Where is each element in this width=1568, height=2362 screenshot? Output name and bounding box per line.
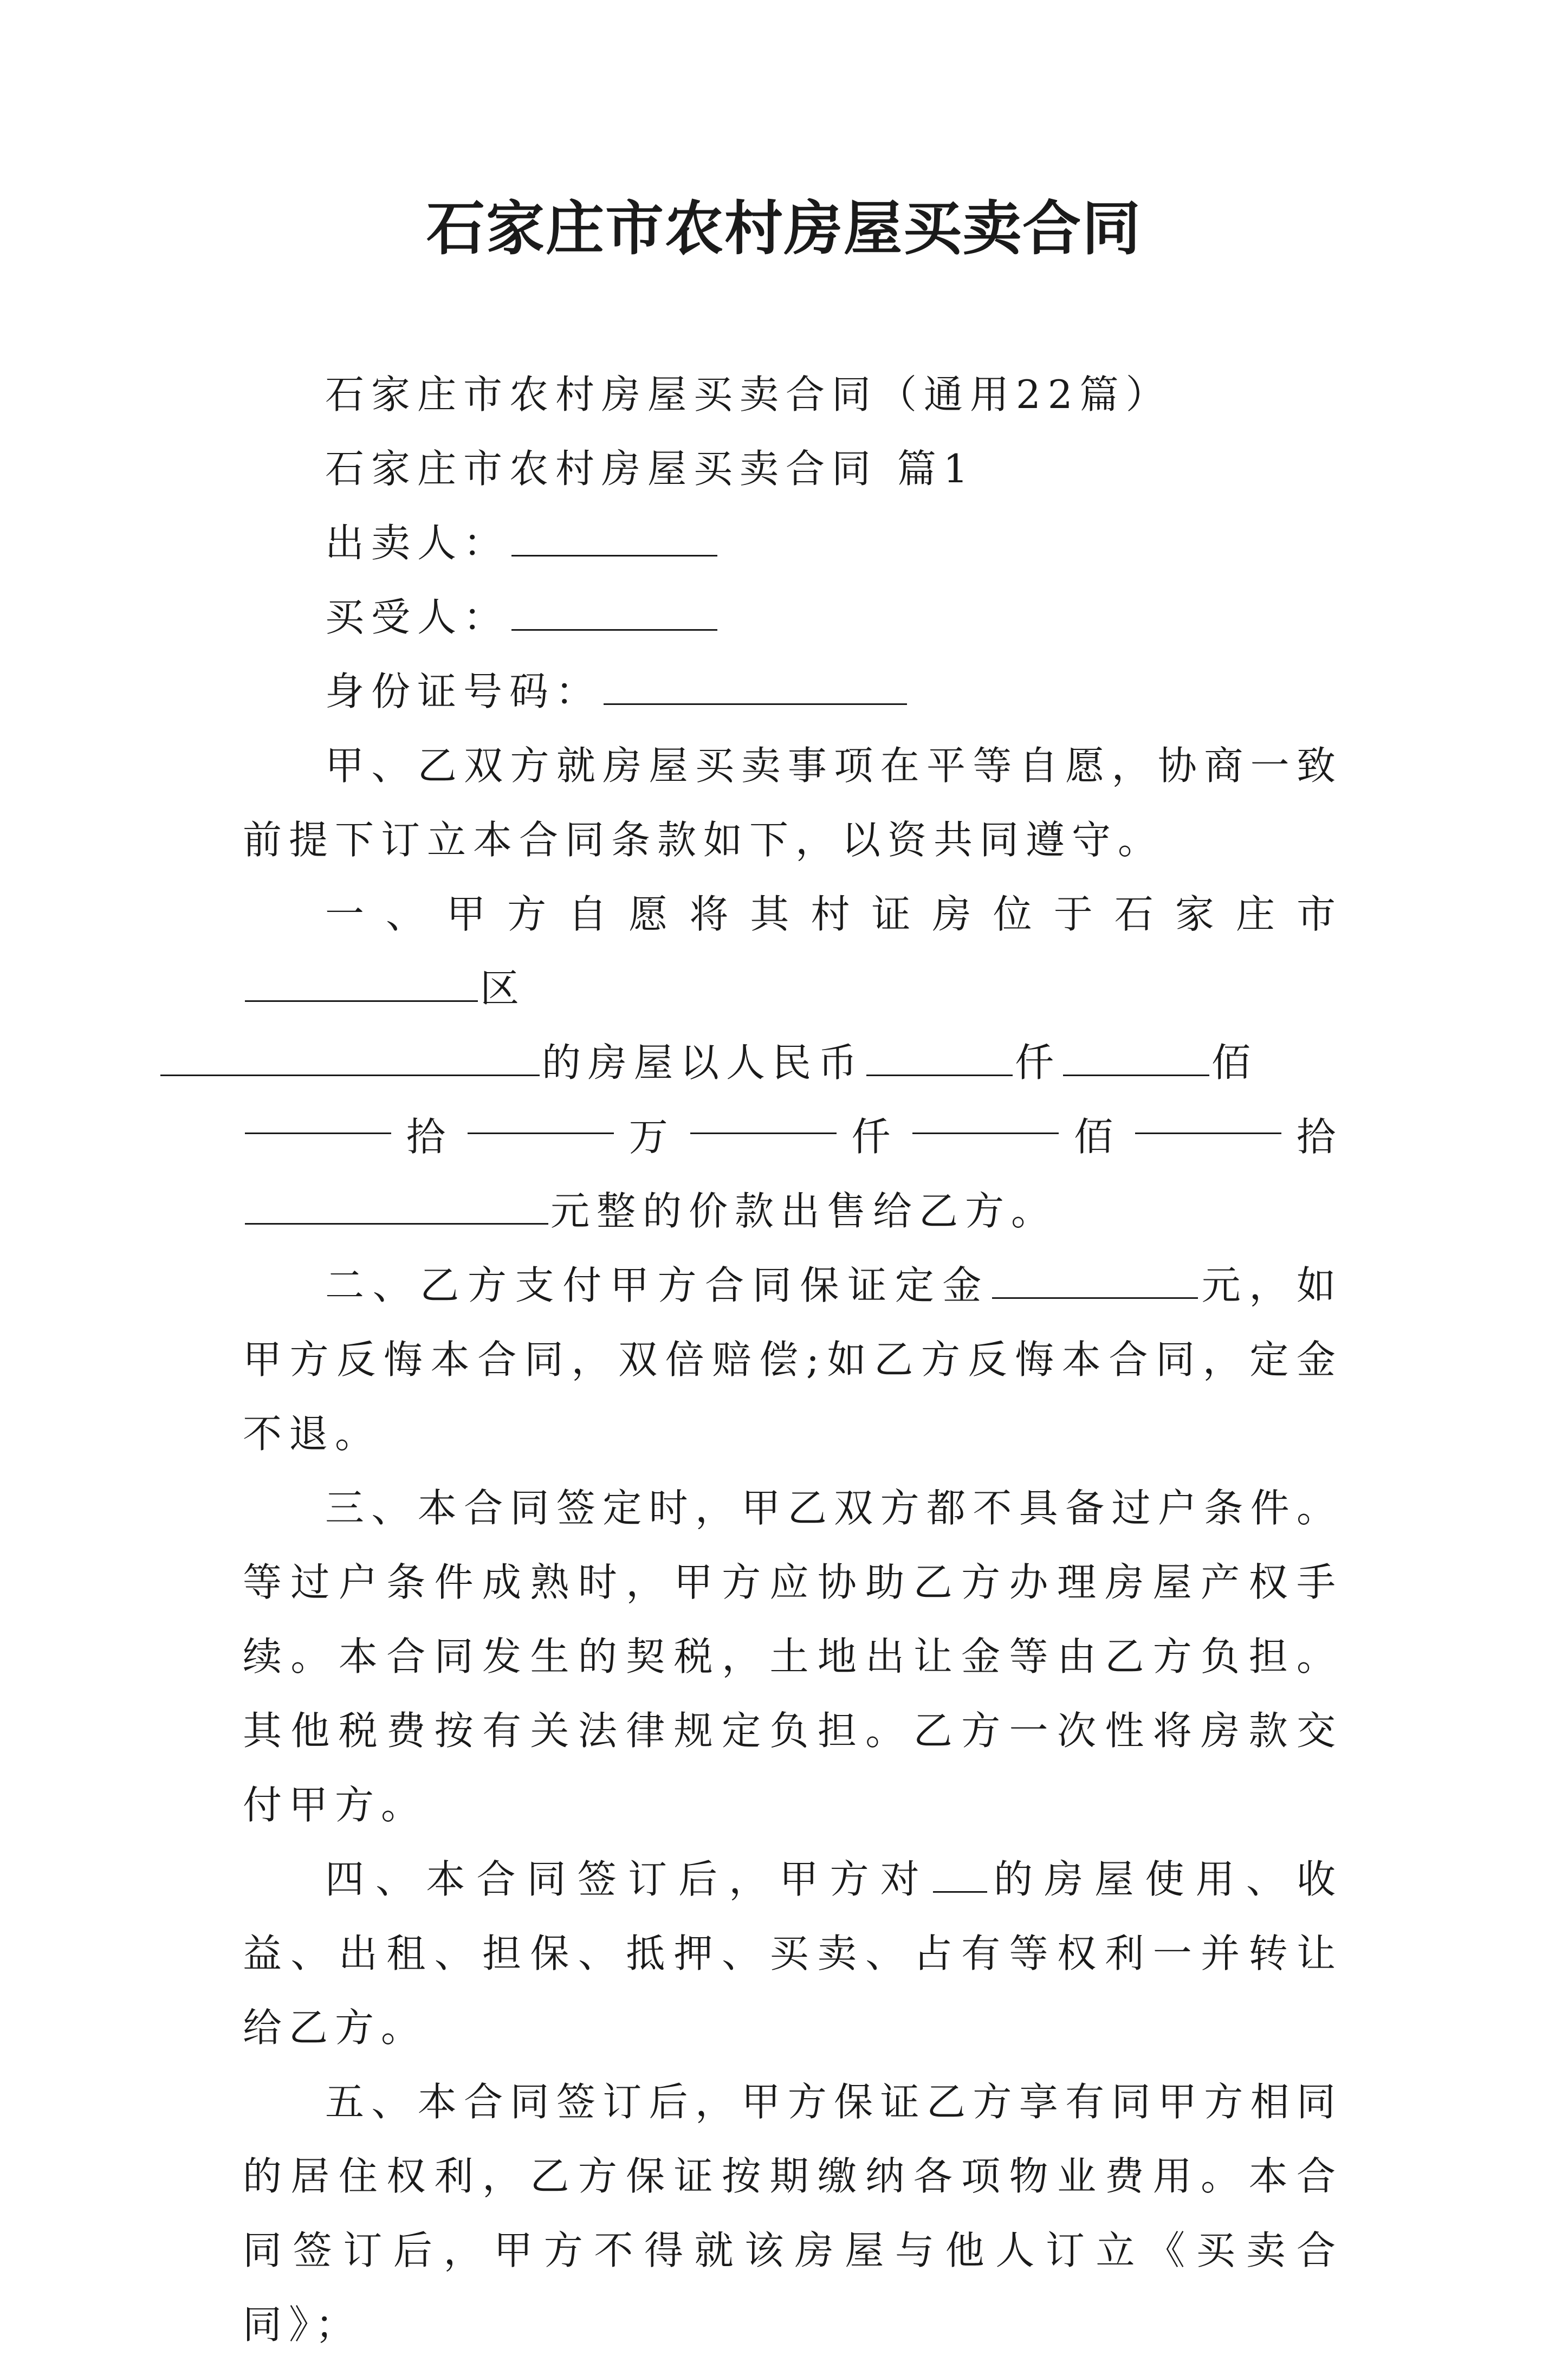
buyer-label: 买受人： bbox=[325, 594, 510, 640]
amount-blank-3 bbox=[245, 1100, 391, 1134]
id-label: 身份证号码： bbox=[325, 669, 602, 714]
property-blank bbox=[933, 1859, 987, 1893]
preamble: 甲、乙双方就房屋买卖事项在平等自愿，协商一致前提下订立本合同条款如下，以资共同遵守。 bbox=[243, 743, 1343, 863]
amount-blank-1 bbox=[866, 1042, 1013, 1076]
amount-blank-7 bbox=[1135, 1100, 1281, 1134]
clause-1-part-a: 一、甲方自愿将其村证房位于石家庄市 bbox=[325, 891, 1343, 937]
clause-4-part-a: 四、本合同签订后，甲方对 bbox=[325, 1856, 931, 1902]
clause-2 bbox=[243, 1248, 1343, 1471]
clause-1-part-b: 区 bbox=[480, 966, 527, 1011]
seller-label: 出卖人： bbox=[325, 520, 510, 566]
amount-blank-5 bbox=[690, 1100, 837, 1134]
clause-1-part-end: 元整的价款出售给乙方。 bbox=[550, 1188, 1058, 1234]
unit-qian-2: 仟 bbox=[851, 1114, 898, 1160]
unit-shi-1: 拾 bbox=[406, 1114, 452, 1160]
unit-bai-2: 佰 bbox=[1074, 1114, 1120, 1160]
deposit-blank bbox=[992, 1265, 1198, 1299]
unit-shi-2: 拾 bbox=[1296, 1114, 1343, 1160]
clause-1-end bbox=[243, 1174, 1343, 1248]
clause-4-part-b: 的房屋使用、收益、出租、担保、抵押、买卖、占有等权利一并转让给乙方。 bbox=[243, 1856, 1343, 2050]
address-blank bbox=[160, 1042, 540, 1076]
unit-qian-1: 仟 bbox=[1015, 1040, 1061, 1085]
subtitle: 石家庄市农村房屋买卖合同（通用22篇） bbox=[325, 372, 1172, 417]
unit-wan: 万 bbox=[629, 1114, 675, 1160]
clause-1 bbox=[243, 877, 1343, 1100]
clause-3: 三、本合同签定时，甲乙双方都不具备过户条件。等过户条件成熟时，甲方应协助乙方办理房屋产权手续。本合同发生的契税，土地出让金等由乙方负担。其他税费按有关法律规定负担。乙方一次性将房款交付甲方。 bbox=[243, 1485, 1343, 1828]
clause-4 bbox=[243, 1842, 1343, 2065]
clause-2-part-b: 元，如甲方反悔本合同，双倍赔偿;如乙方反悔本合同，定金不退。 bbox=[243, 1263, 1343, 1457]
clause-1-amount-row bbox=[243, 1100, 1343, 1174]
district-blank bbox=[245, 968, 478, 1002]
seller-blank bbox=[511, 522, 717, 556]
buyer-blank bbox=[511, 597, 717, 631]
section-heading: 石家庄市农村房屋买卖合同 篇1 bbox=[325, 446, 975, 491]
buyer-line bbox=[243, 580, 1343, 655]
seller-line bbox=[243, 506, 1343, 580]
clause-5: 五、本合同签订后，甲方保证乙方享有同甲方相同的居住权利，乙方保证按期缴纳各项物业费用。本合同签订后，甲方不得就该房屋与他人订立《买卖合同》； bbox=[243, 2079, 1343, 2347]
document-body bbox=[243, 358, 1343, 2362]
id-blank bbox=[604, 671, 907, 705]
amount-blank-4 bbox=[468, 1100, 614, 1134]
unit-bai-1: 佰 bbox=[1211, 1040, 1258, 1085]
amount-blank-8 bbox=[245, 1190, 548, 1225]
clause-2-part-a: 二、乙方支付甲方合同保证定金 bbox=[325, 1263, 990, 1308]
amount-blank-6 bbox=[912, 1100, 1059, 1134]
clause-1-part-c: 的房屋以人民币 bbox=[542, 1040, 865, 1085]
amount-blank-2 bbox=[1063, 1042, 1209, 1076]
document-title: 石家庄市农村房屋买卖合同 bbox=[426, 195, 1142, 263]
id-line bbox=[243, 655, 1343, 729]
